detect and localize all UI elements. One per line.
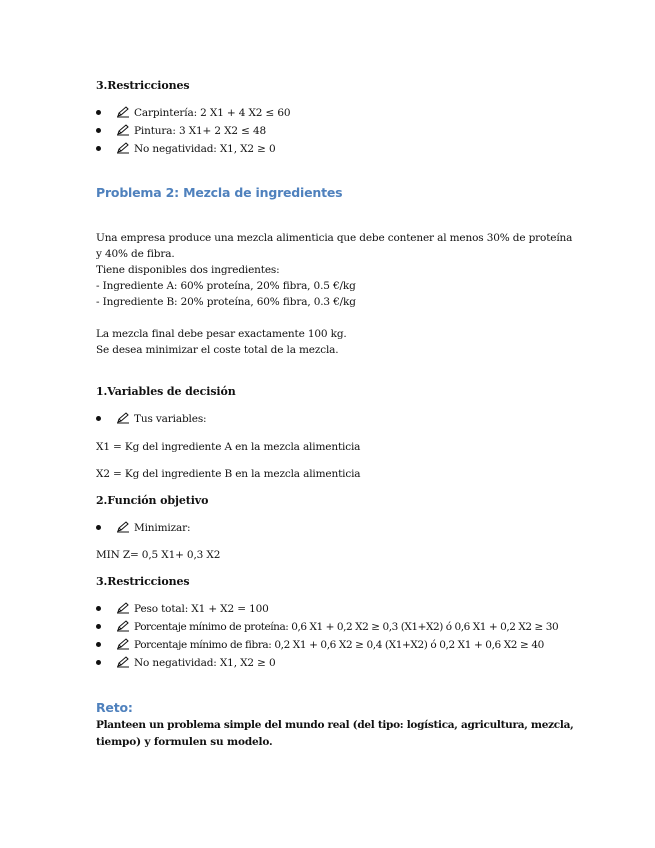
list-item-text: Carpintería: 2 X1 + 4 X2 ≤ 60 bbox=[134, 107, 291, 119]
list-item-text: No negatividad: X1, X2 ≥ 0 bbox=[134, 657, 276, 669]
pencil-icon bbox=[116, 620, 130, 632]
section-heading-objetivo: 2.Función objetivo bbox=[96, 494, 209, 507]
bullet-dot bbox=[96, 642, 101, 647]
pencil-icon bbox=[116, 656, 130, 668]
bullet-dot bbox=[96, 128, 101, 133]
bullet-dot bbox=[96, 624, 101, 629]
list-item-text: Pintura: 3 X1+ 2 X2 ≤ 48 bbox=[134, 125, 267, 137]
pencil-icon bbox=[116, 602, 130, 614]
section-heading-restricciones-1: 3.Restricciones bbox=[96, 79, 190, 92]
paragraph-line: Una empresa produce una mezcla alimenticia que debe contener al menos 30% de proteína bbox=[96, 232, 573, 244]
paragraph-line: Tiene disponibles dos ingredientes: bbox=[96, 264, 280, 276]
pencil-icon bbox=[116, 124, 130, 136]
reto-line: tiempo) y formulen su modelo. bbox=[96, 736, 273, 748]
list-item-text: Minimizar: bbox=[134, 522, 191, 534]
variable-definition-x2: X2 = Kg del ingrediente B en la mezcla alimenticia bbox=[96, 468, 361, 480]
reto-title: Reto: bbox=[96, 700, 133, 715]
pencil-icon bbox=[116, 142, 130, 154]
paragraph-line: - Ingrediente B: 20% proteína, 60% fibra, 0.3 €/kg bbox=[96, 296, 356, 308]
pencil-icon bbox=[116, 521, 130, 533]
list-item-text: Porcentaje mínimo de proteína: 0,6 X1 + 0,2 X2 ≥ 0,3 (X1+X2) ó 0,6 X1 + 0,2 X2 ≥ 30 bbox=[134, 621, 559, 633]
bullet-dot bbox=[96, 660, 101, 665]
pencil-icon bbox=[116, 638, 130, 650]
pencil-icon bbox=[116, 106, 130, 118]
bullet-dot bbox=[96, 525, 101, 530]
bullet-dot bbox=[96, 606, 101, 611]
problem-title: Problema 2: Mezcla de ingredientes bbox=[96, 185, 343, 200]
list-item-text: Tus variables: bbox=[134, 413, 207, 425]
bullet-dot bbox=[96, 110, 101, 115]
pencil-icon bbox=[116, 412, 130, 424]
list-item-text: Peso total: X1 + X2 = 100 bbox=[134, 603, 269, 615]
bullet-dot bbox=[96, 416, 101, 421]
variable-definition-x1: X1 = Kg del ingrediente A en la mezcla alimenticia bbox=[96, 441, 361, 453]
bullet-dot bbox=[96, 146, 101, 151]
paragraph-line: La mezcla final debe pesar exactamente 100 kg. bbox=[96, 328, 347, 340]
section-heading-variables: 1.Variables de decisión bbox=[96, 385, 236, 398]
list-item-text: No negatividad: X1, X2 ≥ 0 bbox=[134, 143, 276, 155]
list-item-text: Porcentaje mínimo de fibra: 0,2 X1 + 0,6 X2 ≥ 0,4 (X1+X2) ó 0,2 X1 + 0,6 X2 ≥ 40 bbox=[134, 639, 544, 651]
paragraph-line: - Ingrediente A: 60% proteína, 20% fibra, 0.5 €/kg bbox=[96, 280, 356, 292]
section-heading-restricciones-2: 3.Restricciones bbox=[96, 575, 190, 588]
objective-formula: MIN Z= 0,5 X1+ 0,3 X2 bbox=[96, 549, 221, 561]
reto-line: Planteen un problema simple del mundo real (del tipo: logística, agricultura, mezcla, bbox=[96, 719, 574, 731]
paragraph-line: Se desea minimizar el coste total de la mezcla. bbox=[96, 344, 339, 356]
paragraph-line: y 40% de fibra. bbox=[96, 248, 175, 260]
